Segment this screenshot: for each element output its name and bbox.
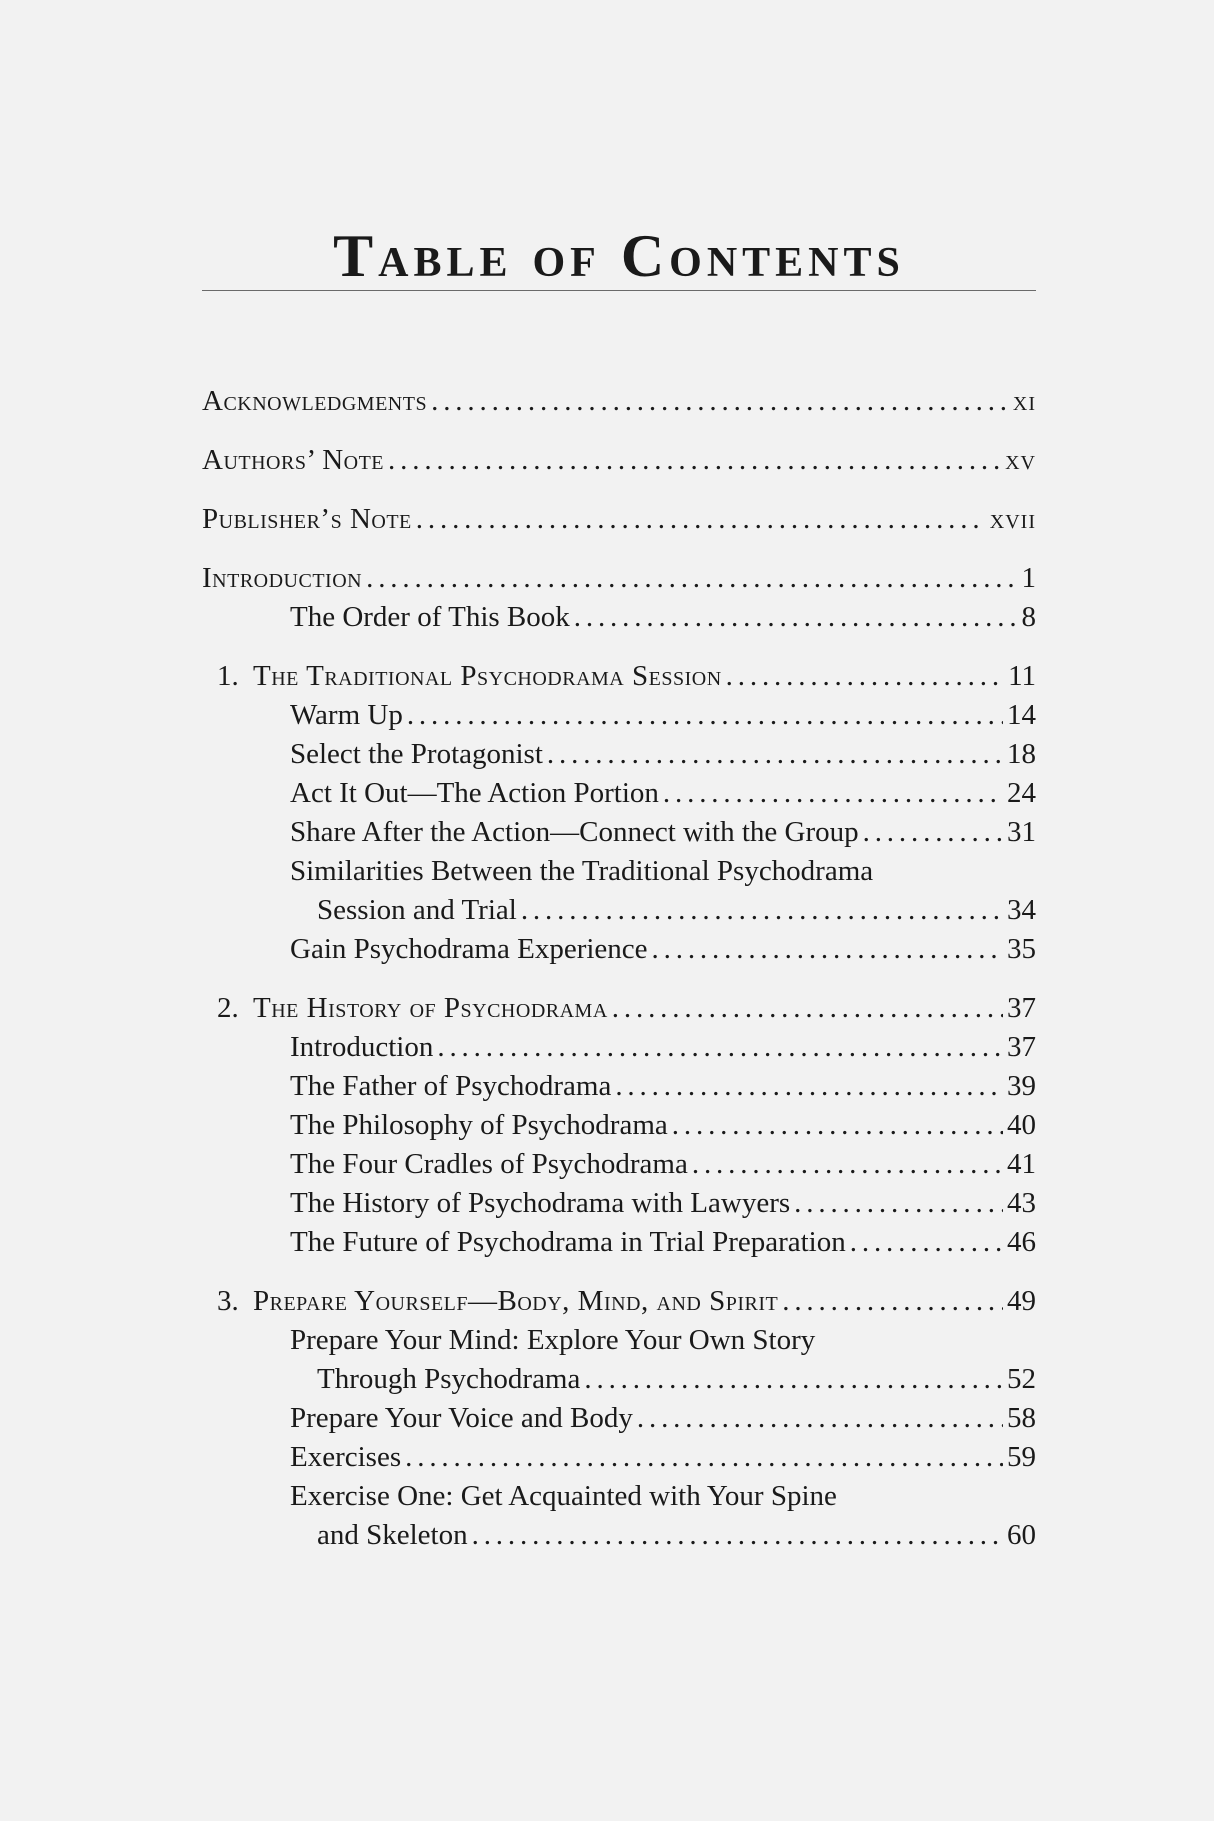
dot-leader <box>405 1438 1003 1477</box>
entry-label: The Philosophy of Psychodrama <box>290 1109 668 1141</box>
toc-entry-exercise-one-line1[interactable]: Exercise One: Get Acquainted with Your Spine <box>290 1480 837 1512</box>
entry-page: 41 <box>1007 1148 1036 1180</box>
dot-leader <box>366 559 1017 598</box>
entry-page: xvii <box>989 503 1036 535</box>
dot-leader <box>431 382 1009 421</box>
entry-label: Act It Out—The Action Portion <box>290 777 659 809</box>
entry-page: xv <box>1005 444 1036 476</box>
entry-label: Warm Up <box>290 699 403 731</box>
toc-list <box>202 382 1036 1555</box>
entry-label <box>202 989 608 1028</box>
entry-page: 24 <box>1007 777 1036 809</box>
entry-label: Gain Psychodrama Experience <box>290 933 648 965</box>
toc-entry-four-cradles[interactable] <box>202 1145 1036 1184</box>
toc-chapter-3[interactable] <box>202 1282 1036 1321</box>
toc-entry-authors-note[interactable] <box>202 441 1036 500</box>
toc-entry-future[interactable] <box>202 1223 1036 1282</box>
entry-label <box>202 657 722 696</box>
dot-leader <box>726 657 1004 696</box>
chapter-number: 3. <box>217 1285 239 1317</box>
entry-page: 37 <box>1007 1031 1036 1063</box>
toc-entry-similarities[interactable] <box>202 891 1036 930</box>
chapter-number: 2. <box>217 992 239 1024</box>
toc-entry-prepare-voice[interactable] <box>202 1399 1036 1438</box>
entry-label: Authors’ Note <box>202 444 385 476</box>
entry-label: The Order of This Book <box>290 601 570 633</box>
entry-page: 11 <box>1008 660 1036 692</box>
entry-label: Introduction <box>290 1031 434 1063</box>
dot-leader <box>584 1360 1003 1399</box>
dot-leader <box>794 1184 1003 1223</box>
entry-label: The Future of Psychodrama in Trial Preparation <box>290 1226 846 1258</box>
toc-entry-exercises[interactable] <box>202 1438 1036 1477</box>
entry-label: Prepare Your Voice and Body <box>290 1402 633 1434</box>
entry-label: The History of Psychodrama with Lawyers <box>290 1187 791 1219</box>
dot-leader <box>416 500 986 539</box>
entry-page: 18 <box>1007 738 1036 770</box>
entry-label: Publisher’s Note <box>202 503 412 535</box>
dot-leader <box>547 735 1003 774</box>
dot-leader <box>637 1399 1003 1438</box>
entry-label: Select the Protagonist <box>290 738 543 770</box>
dot-leader <box>472 1516 1003 1555</box>
dot-leader <box>407 696 1003 735</box>
chapter-number: 1. <box>217 660 239 692</box>
toc-entry-gain-experience[interactable] <box>202 930 1036 989</box>
entry-page: 14 <box>1007 699 1036 731</box>
toc-entry-prepare-mind-line1[interactable]: Prepare Your Mind: Explore Your Own Story <box>290 1324 816 1356</box>
entry-label: Exercises <box>290 1441 402 1473</box>
entry-page: 8 <box>1021 601 1036 633</box>
dot-leader <box>574 598 1018 637</box>
entry-page: 37 <box>1007 992 1036 1024</box>
entry-page: 31 <box>1007 816 1036 848</box>
toc-entry-history-lawyers[interactable] <box>202 1184 1036 1223</box>
toc-entry-share-after-action[interactable] <box>202 813 1036 852</box>
entry-label: and Skeleton <box>317 1519 468 1551</box>
toc-entry-select-protagonist[interactable] <box>202 735 1036 774</box>
toc-entry-introduction[interactable] <box>202 559 1036 598</box>
toc-page <box>202 225 1036 1555</box>
dot-leader <box>388 441 1001 480</box>
dot-leader <box>782 1282 1003 1321</box>
page-title: Table of Contents <box>333 223 905 289</box>
entry-page: 49 <box>1007 1285 1036 1317</box>
toc-entry-act-it-out[interactable] <box>202 774 1036 813</box>
entry-label: Introduction <box>202 562 363 594</box>
toc-entry-similarities-line1[interactable]: Similarities Between the Traditional Psychodrama <box>290 855 874 887</box>
toc-entry-order-of-this-book[interactable] <box>202 598 1036 657</box>
toc-entry-prepare-mind[interactable] <box>202 1360 1036 1399</box>
chapter-title: The History of Psychodrama <box>253 992 608 1024</box>
entry-label: Acknowledgments <box>202 385 428 417</box>
dot-leader <box>612 989 1003 1028</box>
dot-leader <box>652 930 1003 969</box>
dot-leader <box>863 813 1003 852</box>
entry-label: Share After the Action—Connect with the Group <box>290 816 859 848</box>
title-rule <box>202 290 1036 291</box>
entry-page: 52 <box>1007 1363 1036 1395</box>
entry-page: 60 <box>1007 1519 1036 1551</box>
chapter-title: The Traditional Psychodrama Session <box>253 660 722 692</box>
dot-leader <box>672 1106 1003 1145</box>
entry-page: 46 <box>1007 1226 1036 1258</box>
chapter-title: Prepare Yourself—Body, Mind, and Spirit <box>253 1285 779 1317</box>
entry-page: xi <box>1012 385 1036 417</box>
toc-entry-warm-up[interactable] <box>202 696 1036 735</box>
dot-leader <box>692 1145 1003 1184</box>
toc-entry-father[interactable] <box>202 1067 1036 1106</box>
toc-entry-exercise-one[interactable] <box>202 1516 1036 1555</box>
entry-page: 35 <box>1007 933 1036 965</box>
entry-page: 59 <box>1007 1441 1036 1473</box>
entry-label: Through Psychodrama <box>317 1363 581 1395</box>
toc-entry-philosophy[interactable] <box>202 1106 1036 1145</box>
dot-leader <box>850 1223 1003 1262</box>
entry-label: The Father of Psychodrama <box>290 1070 612 1102</box>
toc-entry-ch2-introduction[interactable] <box>202 1028 1036 1067</box>
entry-label: The Four Cradles of Psychodrama <box>290 1148 688 1180</box>
toc-chapter-2[interactable] <box>202 989 1036 1028</box>
dot-leader <box>437 1028 1003 1067</box>
dot-leader <box>663 774 1003 813</box>
entry-page: 39 <box>1007 1070 1036 1102</box>
dot-leader <box>615 1067 1003 1106</box>
entry-page: 40 <box>1007 1109 1036 1141</box>
entry-page: 58 <box>1007 1402 1036 1434</box>
entry-page: 1 <box>1021 562 1036 594</box>
toc-chapter-1[interactable] <box>202 657 1036 696</box>
entry-label: Session and Trial <box>317 894 517 926</box>
dot-leader <box>521 891 1003 930</box>
entry-page: 34 <box>1007 894 1036 926</box>
entry-label <box>202 1282 778 1321</box>
toc-entry-publishers-note[interactable] <box>202 500 1036 559</box>
entry-page: 43 <box>1007 1187 1036 1219</box>
toc-entry-acknowledgments[interactable] <box>202 382 1036 441</box>
